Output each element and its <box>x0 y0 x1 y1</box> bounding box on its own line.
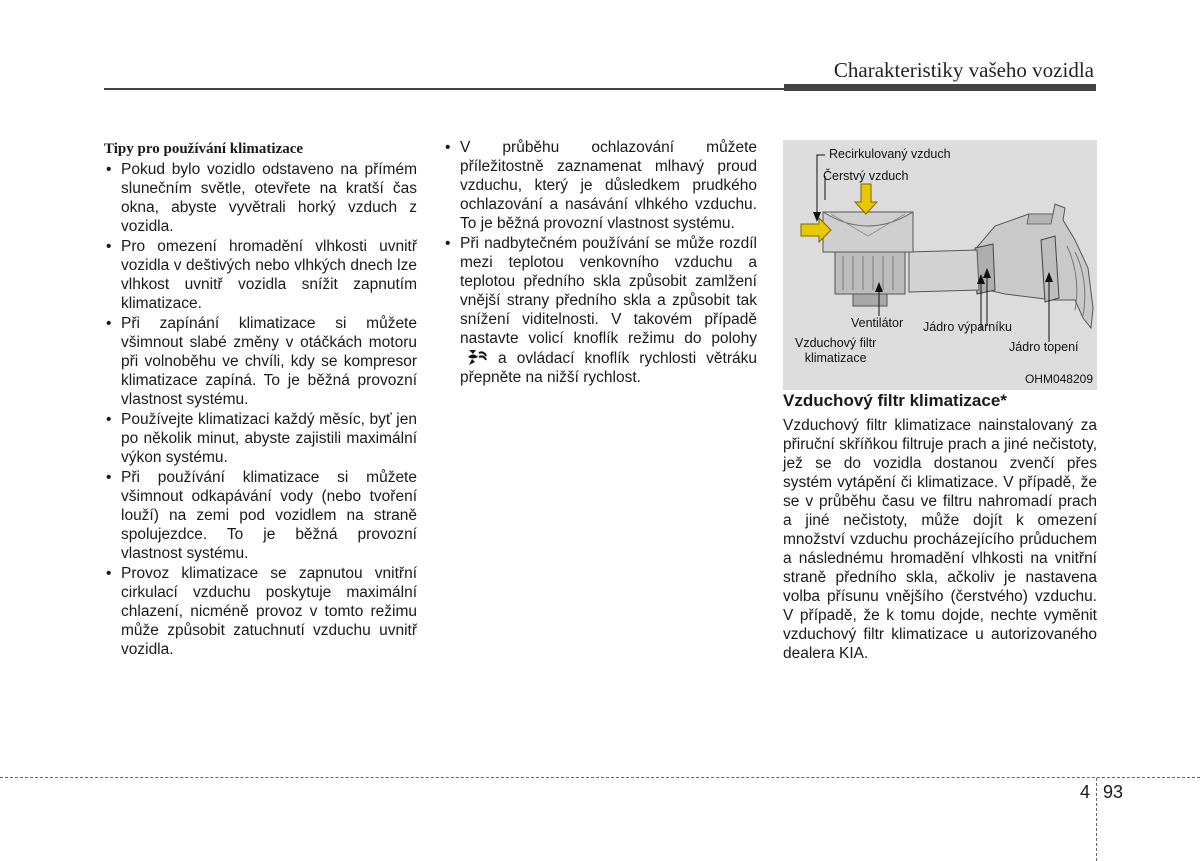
label-air-filter-line2: klimatizace <box>804 351 867 365</box>
section-paragraph: Vzduchový filtr klimatizace nainstalovaný za přiruční skříňkou filtruje prach a jiné nečistoty, jež se do vozidla dostanou zvenčí přes systém vytápění či klimatizace. V případě, že se v průběhu času ve filtru nahromadí prach a jiné nečistoty, může dojít k omezení množství vzduchu procházejícího průduchem a následnému hromadění vlhkosti na vnitřní straně předního skla, ačkoliv je nastavena volba přísunu vnějšího (čerstvého) vzduchu. V případě, že k tomu dojde, nechte vyměnit vzduchový filtr klimatizace u autorizovaného dealera KIA. <box>783 417 1097 662</box>
page-header-title: Charakteristiky vašeho vozidla <box>833 58 1094 82</box>
list-item <box>443 234 757 387</box>
section-title: Vzduchový filtr klimatizace* <box>783 391 1007 410</box>
column-middle <box>443 138 757 388</box>
list-item: • Při používání klimatizace si můžete všimnout odkapávání vody (nebo tvoření louží) na zemi pod vozidlem na straně spolujezdce. To je běžná provozní vlastnost systému. <box>104 468 417 563</box>
label-air-filter-line1: Vzduchový filtr <box>795 336 877 350</box>
label-blower: Ventilátor <box>851 316 904 330</box>
list-item: • V průběhu ochlazování můžete příležitostně zaznamenat mlhavý proud vzduchu, který je důsledkem prudkého ochlazování a nasávání vlhkého vzduchu. To je běžná provozní vlastnost systému. <box>443 138 757 233</box>
list-item: • Pokud bylo vozidlo odstaveno na přímém slunečním světle, otevřete na kratší čas okna, abyste vyvětrali horký vzduch z vozidla. <box>104 160 417 236</box>
list-item: • Při zapínání klimatizace si můžete všimnout slabé změny v otáčkách motoru při volnoběhu ve chvíli, kdy se kompresor klimatizace zapíná. To je běžná provozní vlastnost systému. <box>104 314 417 409</box>
chapter-number: 4 <box>1080 782 1091 802</box>
header-rule <box>104 88 784 90</box>
label-heater-core: Jádro topení <box>1009 340 1079 354</box>
list-item: • Provoz klimatizace se zapnutou vnitřní cirkulací vzduchu poskytuje maximální chlazení, nicméně provoz v tomto režimu může způsobit zatuchnutí vzduchu uvnitř vozidla. <box>104 564 417 659</box>
label-fresh-air: Čerstvý vzduch <box>823 169 909 183</box>
figure-code: OHM048209 <box>1024 372 1093 386</box>
list-item-text: Při nadbytečném používání se může rozdíl mezi teplotou venkovního vzduchu a teplotou předního skla způsobit zamlžení vnější strany předního skla a způsobit tak snížení viditelnosti. V takovém případě nastavte volicí knoflík režimu do polohy <box>460 235 757 347</box>
page-number: 93 <box>1103 782 1124 802</box>
defrost-fan-mode-icon <box>466 348 488 366</box>
footer-vertical-divider <box>1096 778 1097 861</box>
list-item: • Pro omezení hromadění vlhkosti uvnitř vozidla v deštivých nebo vlhkých dnech lze vlhkost uvnitř vozidla snížit zapnutím klimatizace. <box>104 237 417 313</box>
column-left <box>104 138 417 660</box>
footer-divider <box>0 777 1200 778</box>
label-recirculated-air: Recirkulovaný vzduch <box>829 147 951 161</box>
tips-list <box>104 160 417 659</box>
list-item: • Používejte klimatizaci každý měsíc, byť jen po několik minut, abyste zajistili maximální výkon systému. <box>104 410 417 467</box>
tips-list-continued <box>443 138 757 387</box>
header-rule-accent <box>784 84 1096 91</box>
list-item-text-tail: a ovládací knoflík rychlosti větráku přepněte na nižší rychlost. <box>460 350 757 386</box>
label-evaporator-core: Jádro výparníku <box>923 320 1012 334</box>
section-subheading: Tipy pro používání klimatizace <box>104 141 304 157</box>
column-right <box>783 138 1097 663</box>
